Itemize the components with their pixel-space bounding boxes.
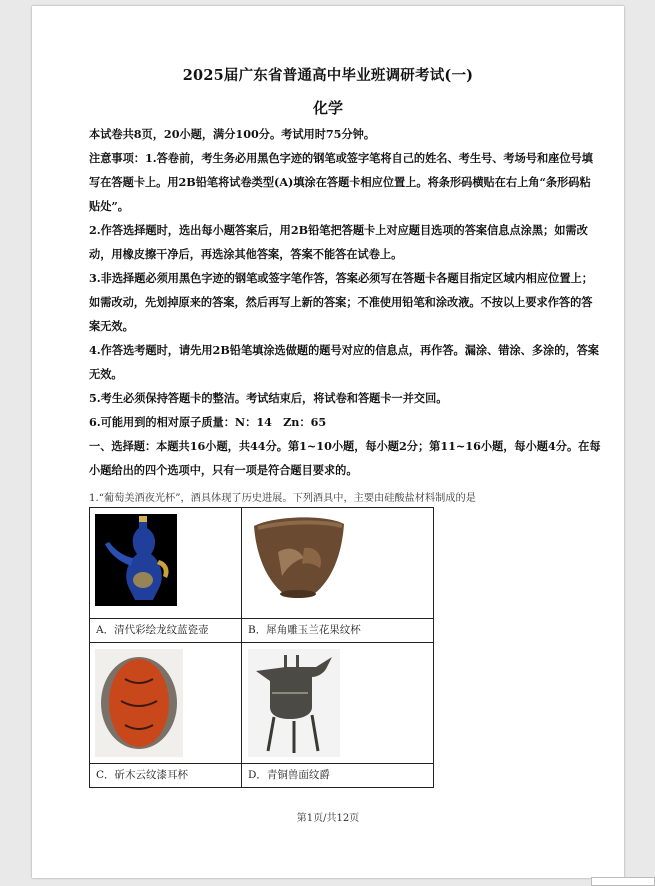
note-6: 6.可能用到的相对原子质量：N：14 Zn：65 [89, 415, 327, 429]
option-d-cell[interactable] [242, 643, 434, 788]
option-a-cell[interactable] [90, 508, 242, 643]
option-c-label: C．斫木云纹漆耳杯 [90, 763, 241, 787]
subject-title: 化学 [312, 99, 343, 117]
section-heading: 一、选择题：本题共16小题，共44分。第1~10小题，每小题2分；第11~16小题，每小题4分。在每小题给出的四个选项中，只有一项是符合题目要求的。 [89, 439, 601, 477]
note-4: 4.作答选考题时，请先用2B铅笔填涂选做题的题号对应的信息点，再作答。漏涂、错涂、多涂的，答案无效。 [89, 343, 599, 381]
option-b-label: B．犀角雕玉兰花果纹杯 [242, 618, 433, 642]
option-c-cell[interactable] [90, 643, 242, 788]
note-2: 2.作答选择题时，选出每小题答案后，用2B铅笔把答题卡上对应题目选项的答案信息点涂黑；如需改动，用橡皮擦干净后，再选涂其他答案，答案不能答在试卷上。 [89, 223, 588, 261]
exam-title: 2025届广东省普通高中毕业班调研考试(一) [182, 67, 474, 84]
bronze-jue-vessel-image [242, 643, 433, 763]
lacquer-ear-cup-image [90, 643, 241, 763]
option-b-cell[interactable] [242, 508, 434, 643]
document-page [32, 6, 624, 878]
note-5: 5.考生必须保持答题卡的整洁。考试结束后，将试卷和答题卡一并交回。 [89, 391, 448, 405]
option-a-label: A．清代彩绘龙纹蓝瓷壶 [90, 618, 241, 642]
options-table [89, 507, 434, 788]
rhino-horn-cup-image [242, 508, 433, 618]
blue-porcelain-ewer-image [90, 508, 241, 618]
scroll-corner [591, 877, 655, 886]
option-d-label: D．青铜兽面纹爵 [242, 763, 433, 787]
note-1: 注意事项：1.答卷前，考生务必用黑色字迹的钢笔或签字笔将自己的姓名、考生号、考场号和座位号填写在答题卡上。用2B铅笔将试卷类型(A)填涂在答题卡相应位置上。将条形码横贴在右上角“条形码粘贴处”。 [89, 151, 593, 213]
page-number: 第1页/共12页 [296, 813, 360, 824]
question-1-stem: 1.“葡萄美酒夜光杯”，酒具体现了历史进展。下列酒具中，主要由硅酸盐材料制成的是 [89, 493, 476, 504]
exam-intro: 本试卷共8页，20小题，满分100分。考试用时75分钟。 [89, 127, 376, 141]
note-3: 3.非选择题必须用黑色字迹的钢笔或签字笔作答，答案必须写在答题卡各题目指定区域内相应位置上；如需改动，先划掉原来的答案，然后再写上新的答案；不准使用铅笔和涂改液。不按以上要求作答的答案无效。 [89, 271, 593, 333]
